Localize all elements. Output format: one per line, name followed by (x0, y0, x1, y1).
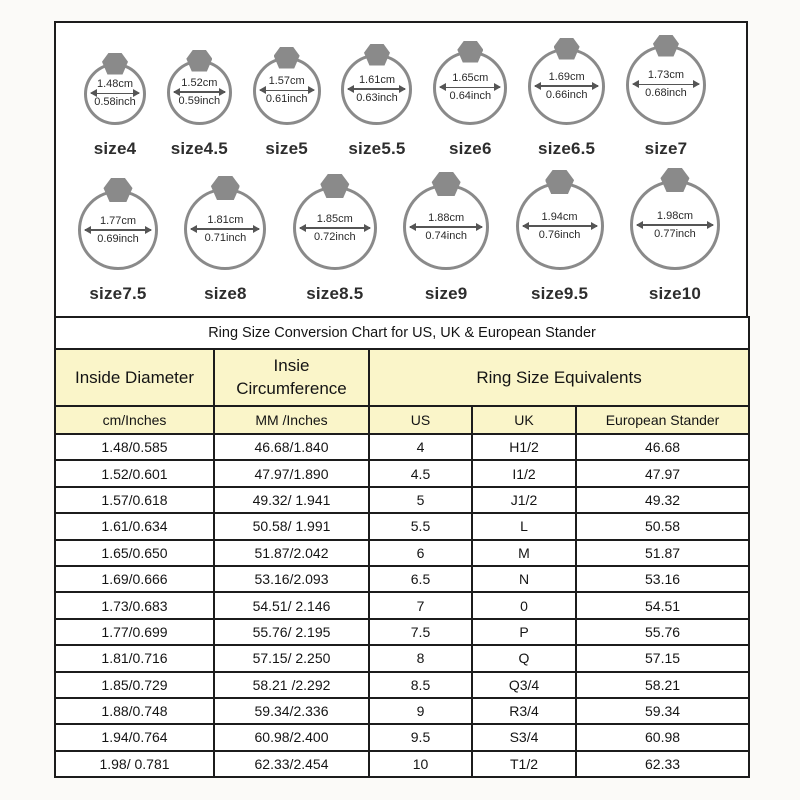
ring-size-label: size9.5 (530, 284, 589, 303)
ring-size-label: size4 (93, 138, 137, 158)
ring-diagram-size8.5 (293, 186, 377, 304)
diameter-measurement (523, 211, 597, 242)
table-row (55, 724, 749, 750)
table-cell: I1/2 (472, 460, 576, 486)
diameter-measurement (633, 69, 699, 100)
double-arrow-icon (410, 226, 482, 228)
ring-diagram-size9.5 (516, 182, 604, 304)
table-cell: 1.98/ 0.781 (55, 751, 214, 777)
ring-size-label: size9 (424, 284, 468, 303)
table-row (55, 751, 749, 777)
diameter-cm-label: 1.61cm (358, 73, 396, 86)
table-row (55, 566, 749, 592)
ring-diagram-size7.5 (78, 190, 158, 304)
ring-size-label: size6.5 (538, 138, 596, 158)
table-cell: 46.68 (576, 434, 749, 460)
diameter-inch-label: 0.63inch (356, 91, 398, 104)
gem-icon (364, 44, 390, 66)
table-cell: 51.87/2.042 (214, 540, 369, 566)
double-arrow-icon (440, 87, 500, 89)
table-cell: 1.81/0.716 (55, 645, 214, 671)
ring-size-label: size7.5 (89, 284, 147, 303)
table-cell: 9 (369, 698, 472, 724)
diameter-cm-label: 1.57cm (268, 75, 305, 88)
table-cell: 8.5 (369, 672, 472, 698)
table-cell: R3/4 (472, 698, 576, 724)
table-cell: 1.85/0.729 (55, 672, 214, 698)
table-cell: 55.76/ 2.195 (214, 619, 369, 645)
table-cell: Q3/4 (472, 672, 576, 698)
ring-size-label: size4.5 (170, 138, 228, 158)
diameter-inch-label: 0.59inch (178, 94, 221, 107)
ring-diagram-size10 (630, 180, 720, 304)
table-row (55, 592, 749, 618)
conversion-table (54, 316, 750, 778)
diameter-measurement (535, 71, 598, 102)
table-row (55, 487, 749, 513)
ring-diagram-size9 (403, 184, 489, 304)
ring-circle (167, 60, 232, 125)
table-cell: 54.51/ 2.146 (214, 592, 369, 618)
subheader-cm-inches: cm/Inches (55, 406, 214, 434)
ring-diagram-size5 (253, 57, 321, 159)
table-cell: H1/2 (472, 434, 576, 460)
diameter-inch-label: 0.68inch (645, 87, 687, 100)
table-cell: 62.33/2.454 (214, 751, 369, 777)
table-cell: 59.34 (576, 698, 749, 724)
table-row (55, 513, 749, 539)
diameter-cm-label: 1.69cm (548, 70, 585, 83)
table-cell: 60.98/2.400 (214, 724, 369, 750)
ring-circle (528, 48, 605, 125)
table-row (55, 540, 749, 566)
table-cell: 57.15 (576, 645, 749, 671)
table-cell: T1/2 (472, 751, 576, 777)
gem-icon (653, 35, 679, 57)
diameter-inch-label: 0.64inch (449, 90, 492, 103)
ring-diagram-size5.5 (341, 54, 412, 159)
ring-circle (403, 184, 489, 270)
ring-size-label: size6 (449, 138, 492, 158)
table-cell: S3/4 (472, 724, 576, 750)
gem-icon (274, 47, 300, 69)
gem-icon (457, 41, 483, 63)
ring-circle (341, 54, 412, 125)
table-cell: 50.58 (576, 513, 749, 539)
double-arrow-icon (174, 91, 225, 93)
table-cell: 49.32 (576, 487, 749, 513)
diameter-inch-label: 0.69inch (97, 232, 139, 245)
ring-circle (630, 180, 720, 270)
double-arrow-icon (637, 224, 713, 226)
table-cell: 1.52/0.601 (55, 460, 214, 486)
table-cell: 4.5 (369, 460, 472, 486)
diameter-measurement (637, 210, 713, 241)
diameter-inch-label: 0.76inch (538, 228, 581, 241)
header-ring-size-equivalents: Ring Size Equivalents (369, 349, 749, 406)
table-cell: 6.5 (369, 566, 472, 592)
table-cell: 47.97 (576, 460, 749, 486)
header-circumference-line2: Circumference (236, 378, 347, 398)
double-arrow-icon (348, 88, 405, 90)
table-cell: 1.94/0.764 (55, 724, 214, 750)
subheader-european-stander: European Stander (576, 406, 749, 434)
table-cell: 10 (369, 751, 472, 777)
table-cell: 1.73/0.683 (55, 592, 214, 618)
ring-size-label: size8.5 (306, 284, 364, 303)
diameter-measurement (91, 78, 139, 109)
table-cell: 9.5 (369, 724, 472, 750)
gem-icon (102, 53, 128, 75)
table-cell: P (472, 619, 576, 645)
ring-diagram-size6 (433, 51, 507, 159)
table-cell: Q (472, 645, 576, 671)
ring-diagrams-panel (54, 21, 748, 318)
table-row (55, 698, 749, 724)
double-arrow-icon (523, 225, 597, 227)
table-cell: 1.61/0.634 (55, 513, 214, 539)
gem-icon (320, 174, 349, 198)
table-cell: M (472, 540, 576, 566)
diameter-cm-label: 1.73cm (647, 69, 684, 82)
table-cell: 53.16/2.093 (214, 566, 369, 592)
table-cell: J1/2 (472, 487, 576, 513)
table-cell: 5 (369, 487, 472, 513)
ring-size-label: size5.5 (348, 138, 406, 158)
table-cell: 0 (472, 592, 576, 618)
header-inside-circumference (214, 349, 369, 406)
ring-diagram-size8 (184, 188, 266, 304)
table-cell: 7.5 (369, 619, 472, 645)
table-row (55, 672, 749, 698)
gem-icon (186, 50, 212, 72)
table-header-row (55, 349, 749, 406)
ring-circle (293, 186, 377, 270)
diameter-measurement (260, 75, 314, 106)
table-cell: 6 (369, 540, 472, 566)
ring-circle (84, 63, 146, 125)
diameter-measurement (191, 214, 259, 245)
table-row (55, 619, 749, 645)
ring-circle (184, 188, 266, 270)
diameter-inch-label: 0.71inch (204, 231, 247, 244)
ring-circle (78, 190, 158, 270)
table-cell: 50.58/ 1.991 (214, 513, 369, 539)
diameter-measurement (410, 212, 482, 243)
diameter-measurement (348, 74, 405, 105)
diameter-cm-label: 1.85cm (316, 212, 353, 225)
diameter-inch-label: 0.77inch (654, 227, 696, 240)
table-cell: 1.88/0.748 (55, 698, 214, 724)
diameter-inch-label: 0.61inch (265, 93, 308, 106)
table-row (55, 460, 749, 486)
table-cell: 1.69/0.666 (55, 566, 214, 592)
table-cell: 62.33 (576, 751, 749, 777)
table-cell: 46.68/1.840 (214, 434, 369, 460)
table-cell: 1.48/0.585 (55, 434, 214, 460)
table-cell: 7 (369, 592, 472, 618)
double-arrow-icon (85, 229, 151, 231)
table-cell: 58.21 /2.292 (214, 672, 369, 698)
table-title: Ring Size Conversion Chart for US, UK & European Stander (55, 317, 749, 349)
diameter-cm-label: 1.48cm (96, 78, 134, 91)
ring-diagram-size7 (626, 45, 706, 159)
subheader-mm-inches: MM /Inches (214, 406, 369, 434)
ring-diagram-size4.5 (167, 60, 232, 159)
table-cell: 51.87 (576, 540, 749, 566)
double-arrow-icon (535, 85, 598, 87)
double-arrow-icon (91, 93, 139, 95)
diameter-measurement (440, 72, 500, 103)
table-cell: 47.97/1.890 (214, 460, 369, 486)
ring-diagram-size4 (84, 63, 146, 159)
table-cell: 54.51 (576, 592, 749, 618)
ring-circle (626, 45, 706, 125)
header-circumference-line1: Insie (273, 355, 310, 375)
diameter-inch-label: 0.66inch (545, 88, 588, 101)
gem-icon (211, 176, 240, 200)
diameter-inch-label: 0.74inch (425, 229, 467, 242)
table-cell: 58.21 (576, 672, 749, 698)
table-cell: 1.65/0.650 (55, 540, 214, 566)
ring-circle (253, 57, 321, 125)
ring-size-label: size10 (648, 284, 702, 303)
gem-icon (660, 168, 689, 192)
diameter-cm-label: 1.94cm (541, 210, 578, 223)
double-arrow-icon (260, 90, 314, 92)
diameter-cm-label: 1.65cm (452, 72, 489, 85)
table-cell: 59.34/2.336 (214, 698, 369, 724)
table-cell: 4 (369, 434, 472, 460)
table-cell: 53.16 (576, 566, 749, 592)
table-cell: 8 (369, 645, 472, 671)
diameter-cm-label: 1.98cm (656, 209, 693, 222)
ring-row-sizes-4-to-7 (56, 23, 746, 169)
gem-icon (104, 178, 133, 202)
table-row (55, 645, 749, 671)
diameter-cm-label: 1.88cm (428, 211, 465, 224)
table-cell: N (472, 566, 576, 592)
ring-circle (516, 182, 604, 270)
table-cell: 60.98 (576, 724, 749, 750)
table-cell: 5.5 (369, 513, 472, 539)
ring-size-label: size5 (265, 138, 308, 158)
table-cell: 57.15/ 2.250 (214, 645, 369, 671)
subheader-us: US (369, 406, 472, 434)
table-cell: 1.57/0.618 (55, 487, 214, 513)
subheader-uk: UK (472, 406, 576, 434)
diameter-measurement (85, 215, 151, 246)
ring-circle (433, 51, 507, 125)
diameter-measurement (174, 77, 225, 108)
header-inside-diameter: Inside Diameter (55, 349, 214, 406)
ring-diagram-size6.5 (528, 48, 605, 159)
diameter-inch-label: 0.58inch (94, 96, 136, 109)
table-cell: 1.77/0.699 (55, 619, 214, 645)
diameter-cm-label: 1.77cm (99, 214, 137, 227)
double-arrow-icon (191, 228, 259, 230)
gem-icon (554, 38, 580, 60)
table-subheader-row (55, 406, 749, 434)
diameter-inch-label: 0.72inch (313, 230, 356, 243)
double-arrow-icon (633, 84, 699, 86)
diameter-measurement (300, 213, 370, 244)
gem-icon (545, 170, 574, 194)
ring-size-label: size7 (644, 138, 688, 158)
ring-row-sizes-7.5-to-10 (56, 169, 746, 317)
table-cell: 49.32/ 1.941 (214, 487, 369, 513)
ring-size-label: size8 (204, 284, 247, 303)
table-title-row (55, 317, 749, 349)
gem-icon (432, 172, 461, 196)
table-cell: L (472, 513, 576, 539)
double-arrow-icon (300, 227, 370, 229)
diameter-cm-label: 1.81cm (207, 213, 244, 226)
table-row (55, 434, 749, 460)
table-cell: 55.76 (576, 619, 749, 645)
diameter-cm-label: 1.52cm (181, 76, 218, 89)
